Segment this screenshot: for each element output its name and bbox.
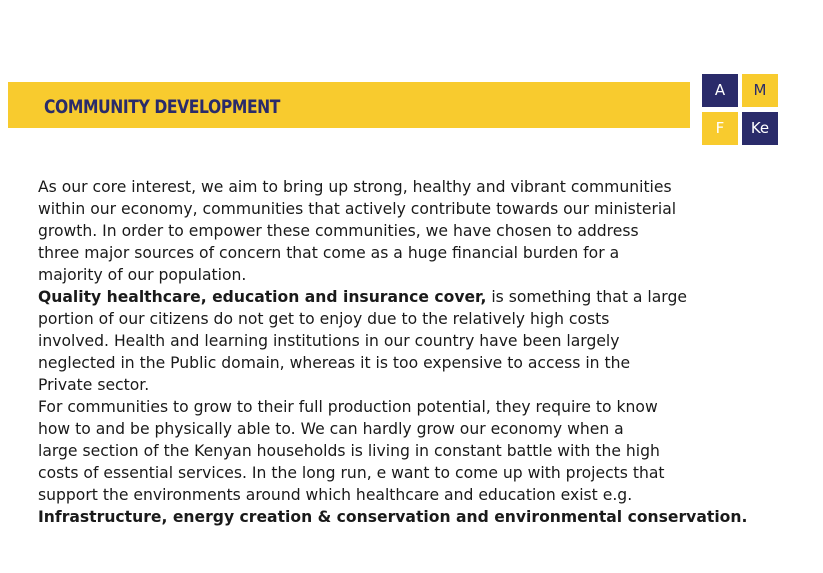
bold-phrase-healthcare: Quality healthcare, education and insurance cover, xyxy=(38,288,487,306)
logo-tile-m: M xyxy=(742,74,778,107)
paragraph-line: portion of our citizens do not get to enjoy due to the relatively high costs xyxy=(38,310,610,328)
paragraph-line: how to and be physically able to. We can hardly grow our economy when a xyxy=(38,420,624,438)
paragraph-line: neglected in the Public domain, whereas it is too expensive to access in the xyxy=(38,354,631,372)
page-title: COMMUNITY DEVELOPMENT xyxy=(44,96,281,118)
paragraph-line: within our economy, communities that actively contribute towards our ministerial xyxy=(38,200,677,218)
paragraph-line: Private sector. xyxy=(38,376,150,394)
paragraph-line: majority of our population. xyxy=(38,266,247,284)
paragraph-line xyxy=(38,286,798,308)
paragraph-line: For communities to grow to their full production potential, they require to know xyxy=(38,398,658,416)
paragraph-line: As our core interest, we aim to bring up strong, healthy and vibrant communities xyxy=(38,178,672,196)
paragraph-line: three major sources of concern that come as a huge financial burden for a xyxy=(38,244,620,262)
paragraph-line: large section of the Kenyan households is living in constant battle with the high xyxy=(38,442,660,460)
paragraph-line: costs of essential services. In the long run, e want to come up with projects that xyxy=(38,464,665,482)
logo-tile-ke: Ke xyxy=(742,112,778,145)
amfke-logo xyxy=(702,74,780,146)
paragraph-text: is something that a large xyxy=(486,288,687,306)
logo-tile-a: A xyxy=(702,74,738,107)
body-text xyxy=(38,176,798,528)
paragraph-line: involved. Health and learning institutions in our country have been largely xyxy=(38,332,620,350)
logo-tile-f: F xyxy=(702,112,738,145)
bold-phrase-infrastructure: Infrastructure, energy creation & conservation and environmental conservation. xyxy=(38,508,748,526)
paragraph-line: growth. In order to empower these communities, we have chosen to address xyxy=(38,222,639,240)
paragraph-line: support the environments around which healthcare and education exist e.g. xyxy=(38,486,633,504)
